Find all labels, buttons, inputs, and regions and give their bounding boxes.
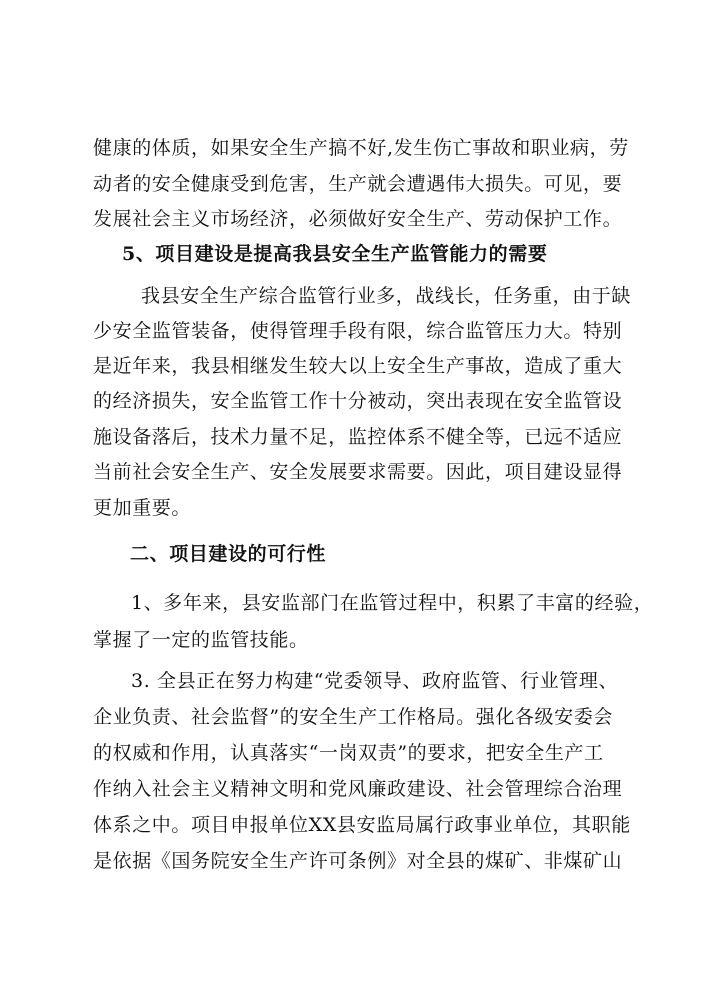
paragraph-4-line-5: 体系之中。项目申报单位XX县安监局属行政事业单位，其职能: [93, 814, 631, 836]
paragraph-4-line-1: 3. 全县正在努力构建“党委领导、政府监管、行业管理、: [131, 670, 619, 692]
paragraph-1-line-1: 健康的体质，如果安全生产搞不好,发生伤亡事故和职业病，劳: [93, 137, 629, 159]
paragraph-2-line-1: 我县安全生产综合监管行业多，战线长，任务重，由于缺: [141, 285, 632, 307]
paragraph-4-line-2: 企业负责、社会监督”的安全生产工作格局。强化各级安委会: [93, 706, 613, 728]
paragraph-2-line-5: 施设备落后，技术力量不足，监控体系不健全等，已远不适应: [93, 426, 623, 448]
paragraph-3-line-2: 掌握了一定的监管技能。: [93, 629, 309, 651]
paragraph-2-line-6: 当前社会安全生产、安全发展要求需要。因此，项目建设显得: [93, 461, 623, 483]
paragraph-2-line-7: 更加重要。: [93, 497, 192, 519]
paragraph-3-line-1: 1、多年来，县安监部门在监管过程中，积累了丰富的经验，: [131, 592, 654, 614]
paragraph-2-line-2: 少安全监管装备，使得管理手段有限，综合监管压力大。特别: [93, 320, 623, 342]
paragraph-4-line-6: 是依据《国务院安全生产许可条例》对全县的煤矿、非煤矿山: [93, 850, 623, 872]
paragraph-1-line-3: 发展社会主义市场经济，必须做好安全生产、劳动保护工作。: [93, 208, 623, 230]
paragraph-1-line-2: 动者的安全健康受到危害，生产就会遭遇伟大损失。可见，要: [93, 173, 623, 195]
paragraph-2-line-4: 的经济损失，安全监管工作十分被动，突出表现在安全监管设: [93, 390, 623, 412]
section-heading-feasibility: 二、项目建设的可行性: [130, 543, 327, 565]
heading-5: 5、项目建设是提高我县安全生产监管能力的需要: [122, 243, 548, 265]
paragraph-4-line-4: 作纳入社会主义精神文明和党风廉政建设、社会管理综合治理: [93, 778, 623, 800]
paragraph-4-line-3: 的权威和作用，认真落实“一岗双责”的要求，把安全生产工: [93, 742, 604, 764]
paragraph-2-line-3: 是近年来，我县相继发生较大以上安全生产事故，造成了重大: [93, 355, 623, 377]
